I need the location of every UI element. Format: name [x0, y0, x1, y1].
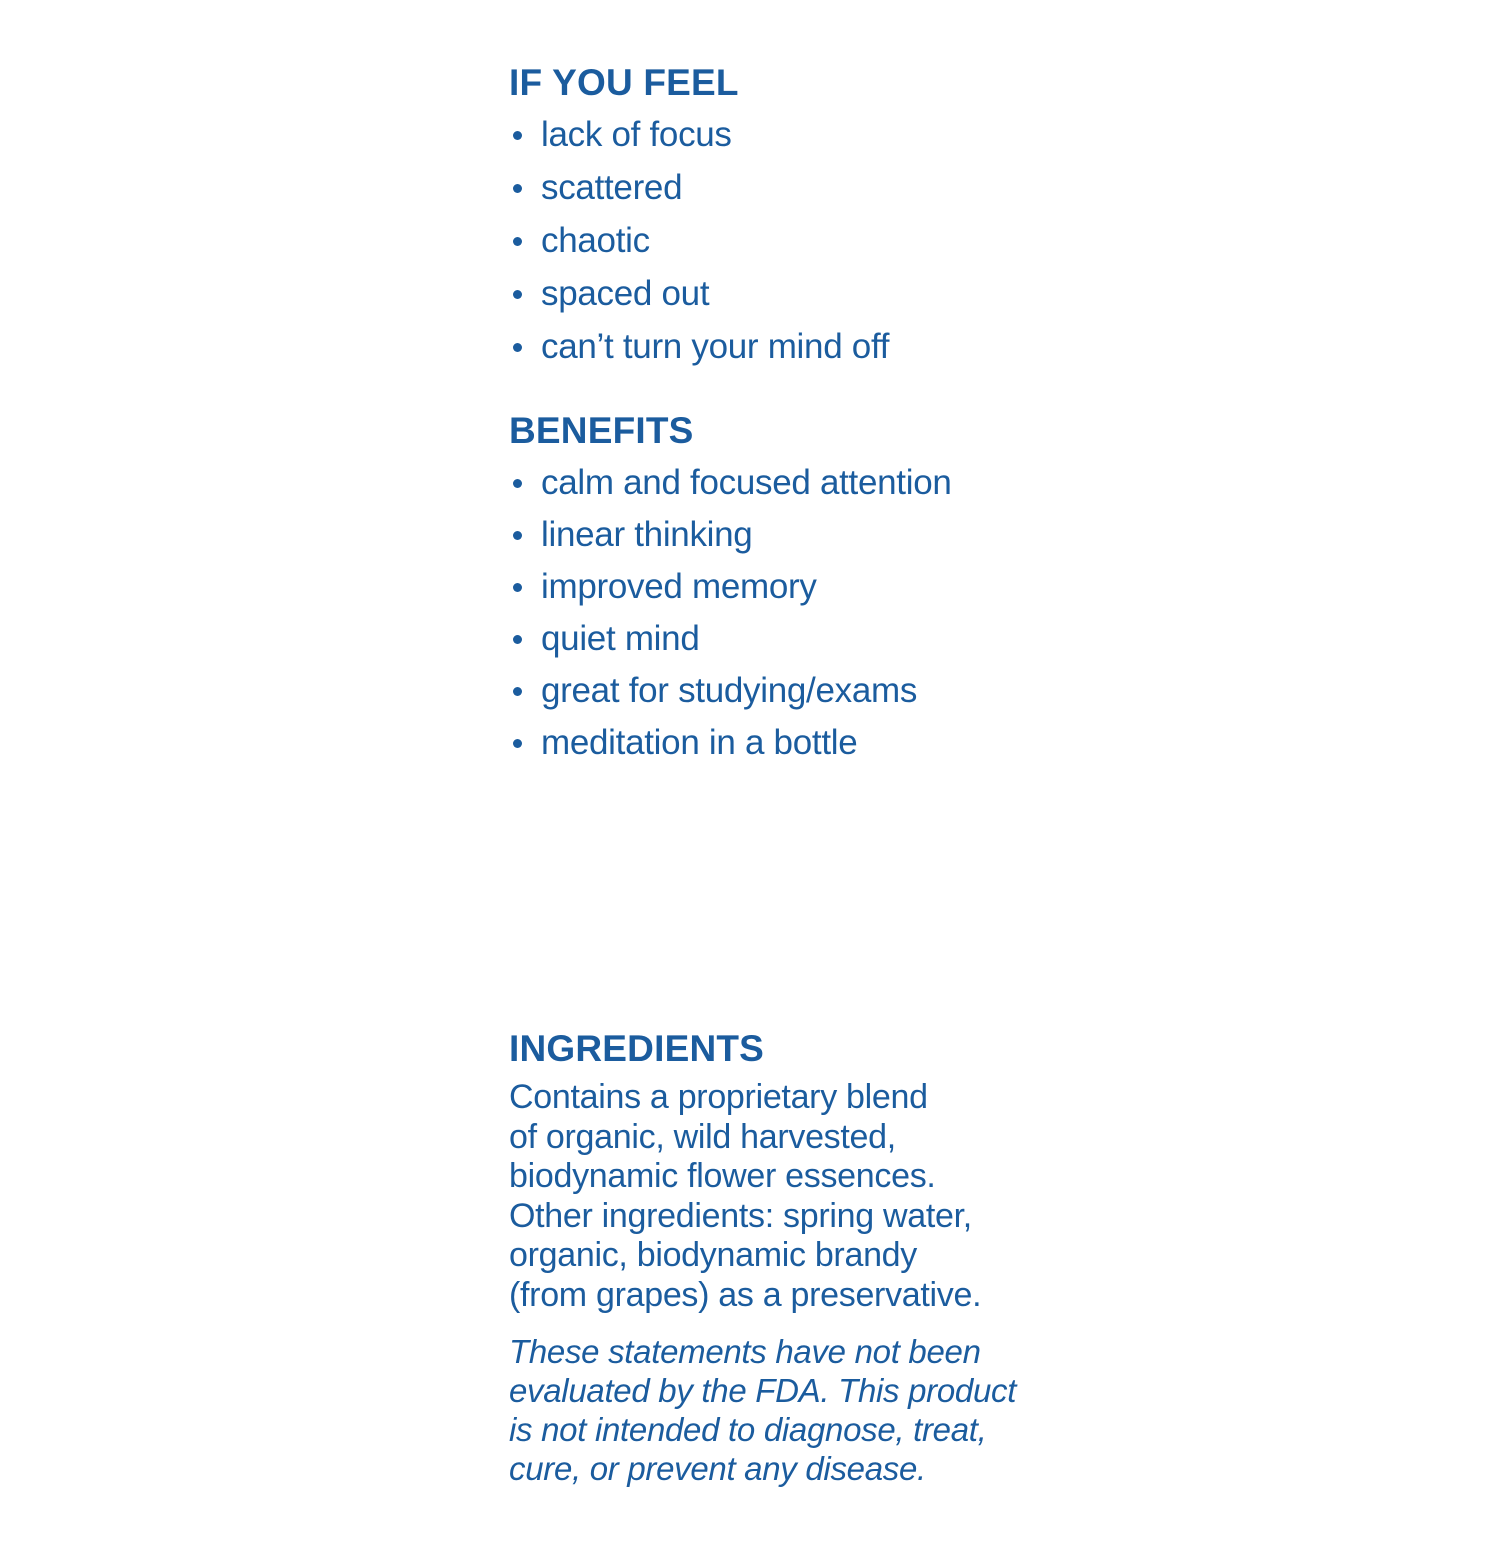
benefits-heading: BENEFITS	[509, 410, 694, 451]
list-item-label: linear thinking	[541, 515, 753, 554]
disclaimer-line: evaluated by the FDA. This product	[509, 1372, 1017, 1409]
section-ingredients	[509, 1028, 1209, 1315]
ingredients-line: Other ingredients: spring water,	[509, 1196, 972, 1235]
benefits-list	[509, 464, 1209, 762]
bullet-dot	[513, 739, 522, 748]
disclaimer-line: cure, or prevent any disease.	[509, 1450, 926, 1487]
bullet-dot	[513, 687, 522, 696]
list-item-label: improved memory	[541, 567, 817, 606]
list-item-label: can’t turn your mind off	[541, 327, 890, 366]
list-item	[509, 568, 1209, 606]
section-if-you-feel	[509, 62, 1209, 381]
list-item	[509, 620, 1209, 658]
bullet-dot	[513, 131, 522, 140]
ingredients-line: of organic, wild harvested,	[509, 1117, 896, 1156]
bullet-dot	[513, 343, 522, 352]
list-item	[509, 275, 1209, 313]
bullet-dot	[513, 290, 522, 299]
list-item	[509, 116, 1209, 154]
bullet-dot	[513, 583, 522, 592]
disclaimer-line: These statements have not been	[509, 1333, 981, 1370]
bullet-dot	[513, 479, 522, 488]
list-item	[509, 672, 1209, 710]
bullet-dot	[513, 531, 522, 540]
if-you-feel-list	[509, 116, 1209, 366]
bullet-dot	[513, 237, 522, 246]
ingredients-line: (from grapes) as a preservative.	[509, 1275, 982, 1314]
list-item	[509, 328, 1209, 366]
list-item	[509, 724, 1209, 762]
list-item-label: chaotic	[541, 221, 650, 260]
list-item-label: meditation in a bottle	[541, 723, 858, 762]
list-item-label: quiet mind	[541, 619, 700, 658]
ingredients-heading: INGREDIENTS	[509, 1028, 765, 1069]
if-you-feel-heading: IF YOU FEEL	[509, 62, 739, 103]
list-item	[509, 222, 1209, 260]
list-item	[509, 169, 1209, 207]
list-item-label: great for studying/exams	[541, 671, 918, 710]
list-item-label: spaced out	[541, 274, 710, 313]
ingredients-line: Contains a proprietary blend	[509, 1078, 928, 1116]
list-item-label: calm and focused attention	[541, 463, 952, 502]
list-item	[509, 464, 1209, 502]
ingredients-line: biodynamic flower essences.	[509, 1157, 936, 1195]
list-item	[509, 516, 1209, 554]
list-item-label: scattered	[541, 168, 683, 207]
bullet-dot	[513, 635, 522, 644]
ingredients-line: organic, biodynamic brandy	[509, 1236, 917, 1274]
fda-disclaimer	[509, 1332, 1209, 1488]
list-item-label: lack of focus	[541, 115, 732, 154]
section-benefits	[509, 410, 1209, 776]
bullet-dot	[513, 184, 522, 193]
disclaimer-line: is not intended to diagnose, treat,	[509, 1411, 987, 1448]
